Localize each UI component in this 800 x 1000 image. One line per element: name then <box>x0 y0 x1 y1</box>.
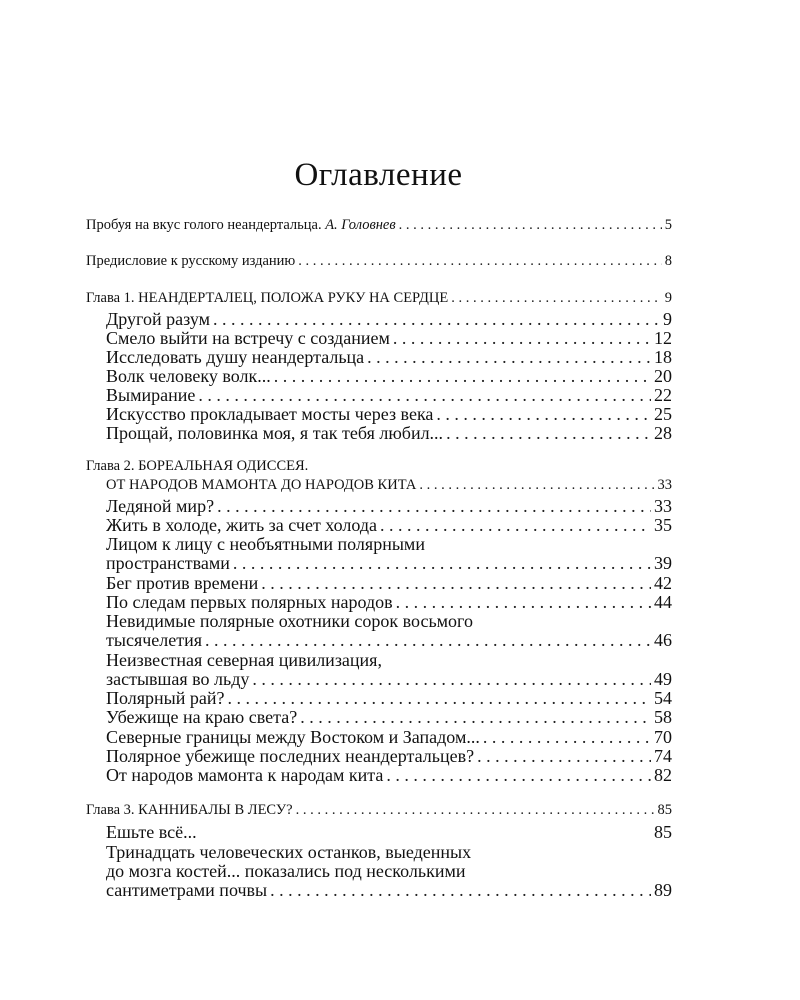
dot-leader <box>205 630 651 650</box>
toc-section[interactable] <box>106 515 672 535</box>
dot-leader <box>300 707 651 727</box>
section-title[interactable]: Тринадцать человеческих останков, выеденных <box>106 842 472 862</box>
toc-section[interactable] <box>106 880 672 900</box>
toc-page-number: 58 <box>654 707 672 727</box>
chapter-title: Глава 1. НЕАНДЕРТАЛЕЦ, ПОЛОЖА РУКУ НА СЕРДЦЕ <box>86 290 449 306</box>
dot-leader <box>436 404 651 424</box>
toc-page-number: 82 <box>654 765 672 785</box>
section-title[interactable]: Неизвестная северная цивилизация, <box>106 650 382 670</box>
section-title: застывшая во льду <box>106 669 250 689</box>
toc-entry-label: Предисловие к русскому изданию <box>86 253 296 269</box>
dot-leader <box>386 765 651 785</box>
toc-page-number: 85 <box>657 802 672 818</box>
toc-section[interactable] <box>106 630 672 650</box>
section-title: Бег против времени <box>106 573 259 593</box>
chapter-heading[interactable] <box>86 475 672 495</box>
section-title: От народов мамонта к народам кита <box>106 765 384 785</box>
section-title: Исследовать душу неандертальца <box>106 347 365 367</box>
toc-entry[interactable] <box>86 251 672 271</box>
toc-section[interactable] <box>106 765 672 785</box>
toc-section[interactable] <box>106 309 672 329</box>
toc-page-number: 46 <box>654 630 672 650</box>
toc-section[interactable] <box>106 592 672 612</box>
toc-page-number: 70 <box>654 727 672 747</box>
section-title: Прощай, половинка моя, я так тебя любил... <box>106 423 444 443</box>
toc-entry[interactable] <box>86 215 672 235</box>
section-title: Ледяной мир? <box>106 496 215 516</box>
toc-page-number: 20 <box>654 366 672 386</box>
chapter-title[interactable]: Глава 2. БОРЕАЛЬНАЯ ОДИССЕЯ. <box>86 458 309 474</box>
dot-leader <box>198 385 651 405</box>
toc-section[interactable] <box>106 404 672 424</box>
dot-leader <box>451 288 662 308</box>
toc-section[interactable] <box>106 746 672 766</box>
toc-page-number: 54 <box>654 688 672 708</box>
dot-leader <box>477 746 651 766</box>
dot-leader <box>396 592 651 612</box>
dot-leader <box>380 515 651 535</box>
toc-page-number: 74 <box>654 746 672 766</box>
dot-leader <box>296 800 655 820</box>
toc-page-number: 22 <box>654 385 672 405</box>
section-title[interactable]: до мозга костей... показались под несколькими <box>106 861 466 881</box>
toc-entry-label: Пробуя на вкус голого неандертальца. А. Головнев <box>86 217 396 233</box>
toc-page-number: 39 <box>654 553 672 573</box>
toc-section[interactable] <box>106 553 672 573</box>
dot-leader <box>252 669 651 689</box>
section-title: Другой разум <box>106 309 210 329</box>
toc-page-number: 33 <box>657 477 672 493</box>
section-title: Жить в холоде, жить за счет холода <box>106 515 377 535</box>
toc-section[interactable] <box>106 669 672 689</box>
toc-page-number: 9 <box>663 309 672 329</box>
dot-leader <box>270 880 651 900</box>
toc-section[interactable] <box>106 347 672 367</box>
toc-page-number: 42 <box>654 573 672 593</box>
dot-leader <box>233 553 651 573</box>
toc-page-number: 9 <box>664 290 672 306</box>
toc-section[interactable] <box>106 573 672 593</box>
toc-page-number: 49 <box>654 669 672 689</box>
section-title: сантиметрами почвы <box>106 880 268 900</box>
toc-page-number: 25 <box>654 404 672 424</box>
toc-section[interactable] <box>106 385 672 405</box>
chapter-heading[interactable] <box>86 800 672 820</box>
section-title: тысячелетия <box>106 630 203 650</box>
section-title: Северные границы между Востоком и Западом... <box>106 727 480 747</box>
section-title: Полярный рай? <box>106 688 225 708</box>
section-title: пространствами <box>106 553 230 573</box>
toc-page-number: 33 <box>654 496 672 516</box>
dot-leader <box>217 496 651 516</box>
section-title: Вымирание <box>106 385 196 405</box>
section-title: Убежище на краю света? <box>106 707 298 727</box>
section-title: Смело выйти на встречу с созданием <box>106 328 390 348</box>
section-title[interactable]: Лицом к лицу с необъятными полярными <box>106 534 425 554</box>
toc-page-number: 35 <box>654 515 672 535</box>
section-title: Волк человеку волк... <box>106 366 271 386</box>
toc-section[interactable] <box>106 822 672 842</box>
chapter-title: ОТ НАРОДОВ МАМОНТА ДО НАРОДОВ КИТА <box>106 477 417 493</box>
dot-leader <box>261 573 651 593</box>
toc-section[interactable] <box>106 707 672 727</box>
chapter-heading[interactable] <box>86 288 672 308</box>
dot-leader <box>228 688 652 708</box>
toc-section[interactable] <box>106 328 672 348</box>
dot-leader <box>367 347 651 367</box>
toc-page-number: 18 <box>654 347 672 367</box>
dot-leader <box>483 727 651 747</box>
dot-leader <box>446 423 651 443</box>
section-title[interactable]: Невидимые полярные охотники сорок восьмого <box>106 611 473 631</box>
toc-section[interactable] <box>106 727 672 747</box>
toc-page-number: 85 <box>654 822 672 842</box>
section-title: Полярное убежище последних неандертальцев? <box>106 746 475 766</box>
toc-page-number: 44 <box>654 592 672 612</box>
toc-page-number: 5 <box>664 217 672 233</box>
toc-section[interactable] <box>106 688 672 708</box>
chapter-title: Глава 3. КАННИБАЛЫ В ЛЕСУ? <box>86 802 293 818</box>
dot-leader <box>399 215 662 235</box>
page-title: Оглавление <box>294 157 463 193</box>
toc-page-number: 89 <box>654 880 672 900</box>
dot-leader <box>298 251 661 271</box>
toc-entry-author: А. Головнев <box>325 217 396 233</box>
dot-leader <box>213 309 660 329</box>
toc-page-number: 12 <box>654 328 672 348</box>
dot-leader <box>393 328 651 348</box>
dot-leader <box>419 475 654 495</box>
toc-section[interactable] <box>106 423 672 443</box>
toc-page-number: 28 <box>654 423 672 443</box>
section-title: По следам первых полярных народов <box>106 592 393 612</box>
toc-page-number: 8 <box>664 253 672 269</box>
toc-section[interactable] <box>106 496 672 516</box>
dot-leader <box>274 366 651 386</box>
toc-section[interactable] <box>106 366 672 386</box>
section-title: Ешьте всё... <box>106 822 197 842</box>
section-title: Искусство прокладывает мосты через века <box>106 404 434 424</box>
